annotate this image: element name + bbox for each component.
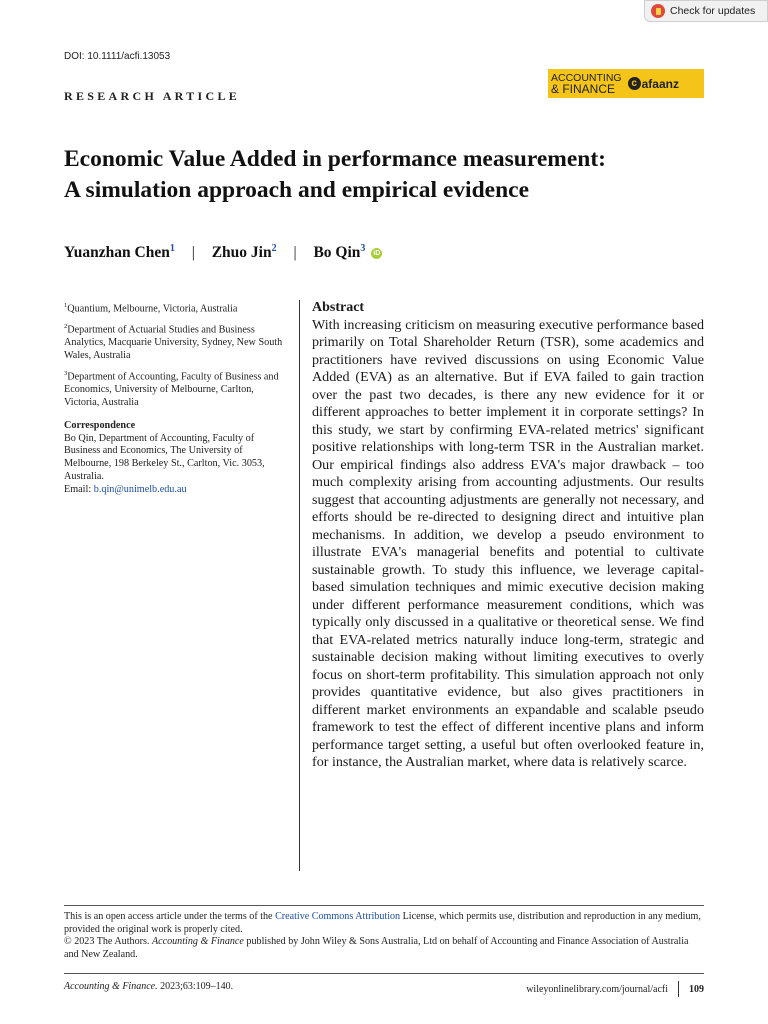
abstract-section xyxy=(312,299,704,772)
creative-commons-link[interactable]: Creative Commons Attribution xyxy=(275,911,401,922)
copyright-pre: © 2023 The Authors. xyxy=(64,936,152,948)
affiliation-text: Department of Accounting, Faculty of Business and Economics, University of Melbourne, Carlton, Victoria, Australia xyxy=(64,371,279,408)
journal-logo-line1: ACCOUNTING xyxy=(551,71,622,84)
abstract-text: With increasing criticism on measuring executive performance based primarily on Total Shareholder Return (TSR), some academics and practitioners have revived discussions on using Economic Value Added (EVA) as an alternative. But if EVA failed to gain traction over the past two decades, is there any new evidence for it or different approaches to better implement it in corporate settings? In this study, we start by confirming EVA-related metrics' significant positive relationships with long-term TSR in the Australian market. Our empirical findings also address EVA's major drawback – too much complexity arising from accounting adjustments. Our results suggest that accounting adjustments are generally not necessary, and efforts should be re-directed to designing direct and intuitive plan mechanisms. In addition, we develop a pseudo environment to illustrate EVA's managerial benefits and potential to cultivate sustainable growth. To study this influence, we leverage capital-based simulation techniques and mimic executive decision making under different performance measurement conditions, which was typically only discussed in a qualitative or theoretical sense. We find that EVA-related metrics naturally induce long-term, strategic and sustainable decision making without limiting executives to overly focus on short-term profitability. This simulation approach not only provides quantitative evidence, but also gives practitioners in different market environments an expandable and scalable pseudo framework to test the effect of different incentive plans and inform performance target setting, a useful but often overlooked feature in, for instance, the Australian market, where data is relatively scarce. xyxy=(312,316,704,770)
footer-volume: 2023;63:109–140. xyxy=(157,981,234,992)
author-separator: | xyxy=(191,244,195,262)
footer-url[interactable]: wileyonlinelibrary.com/journal/acfi xyxy=(526,983,668,995)
author-name[interactable]: Yuanzhan Chen xyxy=(64,244,170,262)
email-label: Email: xyxy=(64,483,92,495)
affiliation-number: 1 xyxy=(64,302,68,309)
affiliation xyxy=(64,300,290,316)
license-text xyxy=(64,911,704,936)
doi: DOI: 10.1111/acfi.13053 xyxy=(64,51,171,62)
abstract-heading: Abstract xyxy=(312,300,365,315)
affiliation xyxy=(64,368,290,410)
bookmark-icon xyxy=(651,4,665,18)
author-name[interactable]: Zhuo Jin xyxy=(211,244,272,262)
license-divider xyxy=(64,905,704,906)
article-title xyxy=(64,144,714,206)
copyright-post: published by John Wiley & Sons Australia, Ltd on behalf of Accounting and Finance Association of Australia and New Zealand. xyxy=(64,936,689,960)
page-number: 109 xyxy=(689,983,704,995)
correspondence-heading: Correspondence xyxy=(64,419,136,431)
article-title-line1: Economic Value Added in performance measurement: xyxy=(64,146,606,172)
check-for-updates-button[interactable] xyxy=(644,0,768,22)
affiliation-text: Quantium, Melbourne, Victoria, Australia xyxy=(67,303,238,315)
article-type-label: RESEARCH ARTICLE xyxy=(64,89,241,103)
journal-logo-line2: & FINANCE xyxy=(551,81,616,96)
author-affiliation-marker[interactable]: 3 xyxy=(360,243,366,254)
afaanz-logo xyxy=(628,77,679,91)
footer-right xyxy=(526,981,704,997)
orcid-icon[interactable]: iD xyxy=(373,250,381,258)
article-title-line2: A simulation approach and empirical evidence xyxy=(64,177,530,203)
license-text-pre: This is an open access article under the terms of the xyxy=(64,911,276,922)
author-list xyxy=(64,243,382,262)
affiliation-text: Department of Actuarial Studies and Business Analytics, Macquarie University, Sydney, New South Wales, Australia xyxy=(64,324,283,362)
author-separator: | xyxy=(293,244,297,262)
journal-logo xyxy=(548,69,704,98)
check-for-updates-label: Check for updates xyxy=(670,5,756,17)
affiliation xyxy=(64,321,290,363)
author-affiliation-marker[interactable]: 2 xyxy=(271,243,277,254)
column-divider xyxy=(299,300,300,871)
email-link[interactable]: b.qin@unimelb.edu.au xyxy=(93,483,187,495)
author-name[interactable]: Bo Qin xyxy=(313,244,361,262)
affiliations-column xyxy=(64,300,290,497)
footer-journal: Accounting & Finance. xyxy=(64,981,158,992)
afaanz-logo-text: afaanz xyxy=(641,76,679,91)
correspondence-text: Bo Qin, Department of Accounting, Faculty of Business and Economics, The University of Melbourne, 198 Berkeley St., Carlton, Vic. 3053, Australia. xyxy=(64,432,265,482)
footer-divider xyxy=(64,973,704,974)
afaanz-logo-icon: c xyxy=(628,77,641,90)
footer-separator xyxy=(678,981,679,997)
affiliation-number: 2 xyxy=(64,323,68,331)
affiliation-number: 3 xyxy=(64,369,68,377)
license-text-post: License, which permits use, distribution and reproduction in any medium, provided the original work is properly cited. xyxy=(64,911,701,935)
correspondence-email xyxy=(64,484,290,497)
author-affiliation-marker[interactable]: 1 xyxy=(169,243,175,254)
journal-logo-text xyxy=(551,73,622,95)
copyright-text xyxy=(64,936,704,961)
copyright-journal: Accounting & Finance xyxy=(151,936,244,948)
license-notice xyxy=(64,911,704,961)
footer-citation xyxy=(64,981,233,992)
